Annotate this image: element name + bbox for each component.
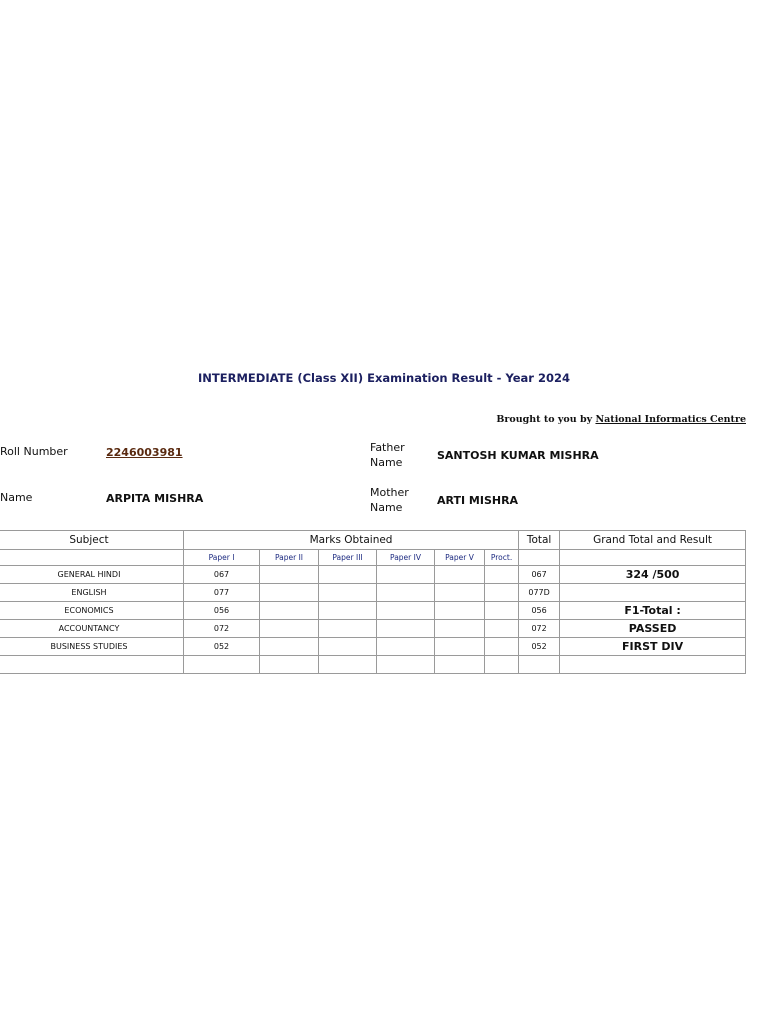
grand-total-value: 324 /500 [560,566,746,584]
empty-cell [260,656,319,674]
table-row [0,566,746,584]
empty-cell [435,584,485,602]
empty-cell [260,566,319,584]
empty-cell [319,566,377,584]
paper-2-header: Paper II [260,550,319,566]
subject-total: 052 [519,638,560,656]
subheader-gap [0,550,184,566]
total-header: Total [519,531,560,550]
empty-cell [377,656,435,674]
empty-cell [435,620,485,638]
subject-total: 072 [519,620,560,638]
credit-line [496,414,746,425]
empty-cell [184,656,260,674]
paper-1-mark: 056 [184,602,260,620]
mother-label-line1: Mother [370,486,409,499]
paper-1-mark: 067 [184,566,260,584]
empty-cell [435,638,485,656]
empty-cell [560,656,746,674]
name-label: Name [0,491,33,504]
subject-header: Subject [0,531,184,550]
marks-header: Marks Obtained [184,531,519,550]
subject-total: 077D [519,584,560,602]
table-row [0,602,746,620]
paper-4-header: Paper IV [377,550,435,566]
paper-1-header: Paper I [184,550,260,566]
empty-cell [377,584,435,602]
subject-name: ECONOMICS [0,602,184,620]
paper-1-mark: 072 [184,620,260,638]
empty-cell [435,656,485,674]
mother-name-value: ARTI MISHRA [437,494,519,507]
empty-cell [377,602,435,620]
paper-header-row [0,550,746,566]
table-row [0,620,746,638]
empty-cell [319,656,377,674]
empty-cell [260,620,319,638]
name-value: ARPITA MISHRA [106,492,204,505]
subject-name: ACCOUNTANCY [0,620,184,638]
mother-label [370,485,409,515]
empty-cell [319,620,377,638]
paper-1-mark: 077 [184,584,260,602]
empty-cell [485,620,519,638]
table-row-empty [0,656,746,674]
page-title: INTERMEDIATE (Class XII) Examination Result - Year 2024 [198,371,570,385]
subheader-gap [519,550,560,566]
roll-number-value: 2246003981 [106,446,183,459]
subject-name: ENGLISH [0,584,184,602]
empty-cell [485,602,519,620]
empty-cell [260,584,319,602]
empty-cell [485,584,519,602]
table-row [0,584,746,602]
grand-total-value [560,584,746,602]
empty-cell [485,566,519,584]
empty-cell [0,656,184,674]
result-division: FIRST DIV [560,638,746,656]
credit-prefix: Brought to you by [496,414,593,425]
empty-cell [319,638,377,656]
result-total-label: F1-Total : [560,602,746,620]
subheader-gap [560,550,746,566]
practical-header: Proct. [485,550,519,566]
empty-cell [435,566,485,584]
mother-label-line2: Name [370,501,403,514]
roll-number-label: Roll Number [0,445,68,458]
empty-cell [377,638,435,656]
paper-1-mark: 052 [184,638,260,656]
father-name-value: SANTOSH KUMAR MISHRA [437,449,599,462]
father-label [370,440,405,470]
empty-cell [377,620,435,638]
subject-name: GENERAL HINDI [0,566,184,584]
empty-cell [485,638,519,656]
result-status: PASSED [560,620,746,638]
subject-total: 067 [519,566,560,584]
empty-cell [485,656,519,674]
father-label-line1: Father [370,441,405,454]
empty-cell [377,566,435,584]
results-table [0,530,746,674]
subject-name: BUSINESS STUDIES [0,638,184,656]
empty-cell [260,638,319,656]
subject-total: 056 [519,602,560,620]
nic-link[interactable]: National Informatics Centre [595,414,746,425]
table-header-row [0,531,746,550]
paper-5-header: Paper V [435,550,485,566]
empty-cell [319,584,377,602]
father-label-line2: Name [370,456,403,469]
empty-cell [319,602,377,620]
empty-cell [260,602,319,620]
empty-cell [519,656,560,674]
grand-total-header: Grand Total and Result [560,531,746,550]
empty-cell [435,602,485,620]
paper-3-header: Paper III [319,550,377,566]
table-row [0,638,746,656]
